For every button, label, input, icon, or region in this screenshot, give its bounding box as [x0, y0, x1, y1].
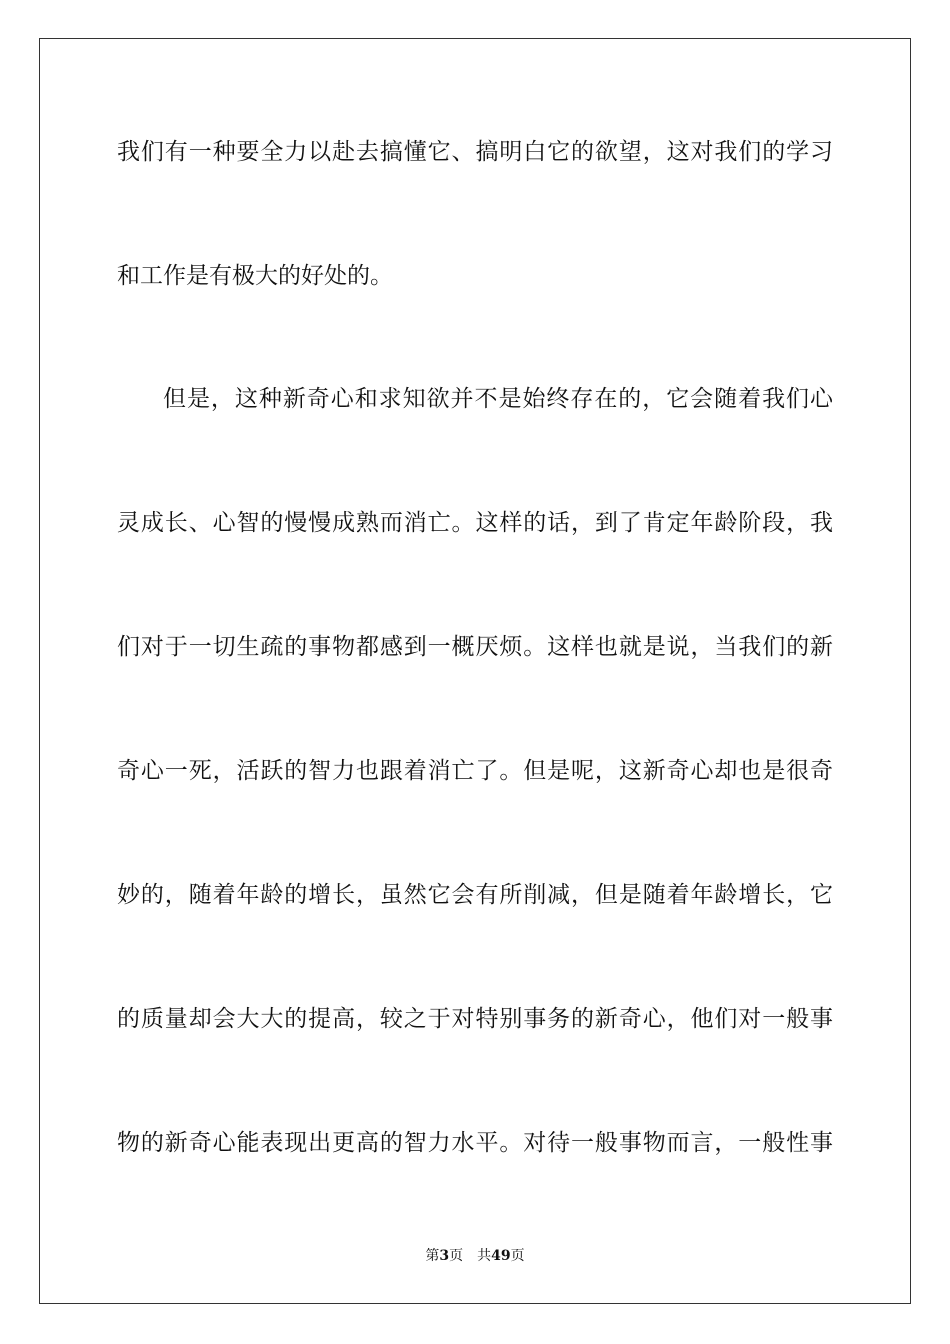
paragraph-line-1: 我们有一种要全力以赴去搞懂它、搞明白它的欲望，这对我们的学习 — [117, 139, 833, 165]
page-number: 3 — [439, 1248, 450, 1264]
paragraph-line-4: 灵成长、心智的慢慢成熟而消亡。这样的话，到了肯定年龄阶段，我 — [117, 510, 833, 536]
page-footer — [0, 1247, 950, 1265]
page-suffix: 页 — [449, 1248, 464, 1264]
paragraph-line-5: 们对于一切生疏的事物都感到一概厌烦。这样也就是说，当我们的新 — [117, 634, 833, 660]
paragraph-line-2: 和工作是有极大的好处的。 — [117, 263, 393, 289]
page-border — [39, 38, 911, 1304]
paragraph-line-3: 但是，这种新奇心和求知欲并不是始终存在的，它会随着我们心 — [163, 386, 833, 412]
paragraph-line-8: 的质量却会大大的提高，较之于对特别事务的新奇心，他们对一般事 — [117, 1006, 833, 1032]
total-prefix: 共 — [477, 1248, 492, 1264]
paragraph-line-7: 妙的，随着年龄的增长，虽然它会有所削减，但是随着年龄增长，它 — [117, 882, 833, 908]
paragraph-line-6: 奇心一死，活跃的智力也跟着消亡了。但是呢，这新奇心却也是很奇 — [117, 758, 833, 784]
page-prefix: 第 — [425, 1248, 440, 1264]
total-suffix: 页 — [510, 1248, 525, 1264]
paragraph-line-9: 物的新奇心能表现出更高的智力水平。对待一般事物而言，一般性事 — [117, 1130, 833, 1156]
total-pages: 49 — [491, 1248, 511, 1264]
